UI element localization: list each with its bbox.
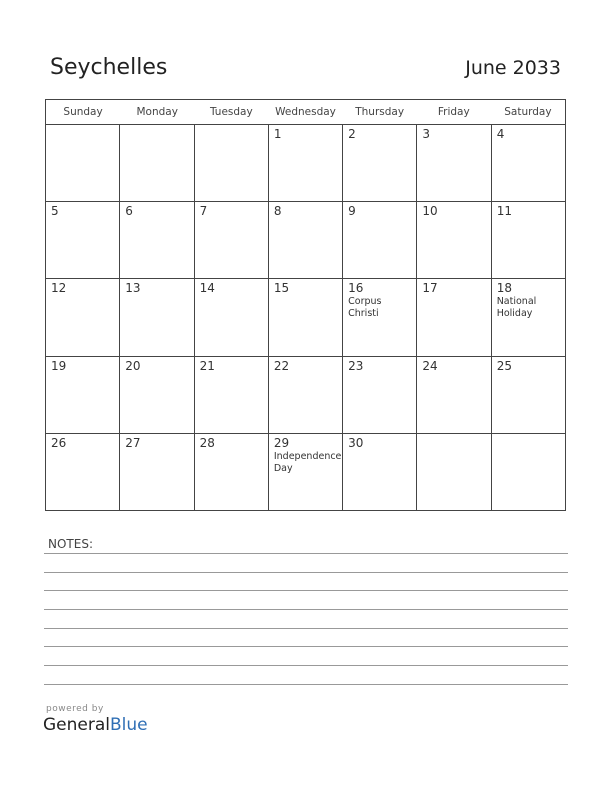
powered-by-text: powered by [46, 704, 104, 714]
day-number: 1 [273, 127, 282, 141]
dow-thursday: Thursday [355, 106, 405, 118]
day-number: 3 [422, 127, 431, 141]
notes-label: NOTES: [48, 537, 93, 551]
day-number: 11 [496, 204, 512, 219]
day-number: 28 [199, 435, 215, 450]
day-number: 20 [125, 358, 141, 373]
day-cell [194, 202, 268, 278]
day-number: 30 [348, 435, 364, 450]
days-of-week-header [46, 100, 565, 125]
day-cell [416, 202, 490, 278]
day-number: 6 [125, 204, 133, 219]
day-cell [46, 125, 119, 201]
day-cell [119, 434, 193, 510]
day-number: 15 [273, 281, 290, 296]
month-year-title: June 2033 [465, 57, 561, 79]
day-cell [119, 202, 193, 278]
day-cell [268, 279, 342, 355]
day-cell [268, 202, 342, 278]
notes-line [44, 684, 568, 685]
day-number: 16 [348, 281, 364, 296]
day-cell [268, 434, 342, 510]
dow-monday: Monday [136, 106, 178, 118]
dow-saturday: Saturday [504, 106, 552, 118]
day-number: 17 [422, 281, 438, 296]
day-number: 26 [51, 435, 67, 450]
notes-line [44, 590, 568, 591]
week-row [46, 433, 565, 510]
dow-wednesday: Wednesday [275, 106, 336, 118]
dow-friday: Friday [437, 106, 470, 118]
day-number: 9 [348, 204, 356, 219]
day-number: 13 [125, 281, 141, 296]
holiday-label: National Holiday [496, 296, 537, 320]
day-number: 19 [51, 358, 67, 373]
day-cell [194, 279, 268, 355]
country-title: Seychelles [50, 55, 168, 80]
day-number: 7 [199, 204, 208, 219]
brand-general-text: General [43, 715, 110, 735]
day-cell [194, 357, 268, 433]
day-cell [342, 202, 416, 278]
day-cell [119, 357, 193, 433]
day-cell [268, 357, 342, 433]
day-cell [491, 279, 565, 355]
day-number: 12 [51, 281, 67, 296]
day-cell [342, 279, 416, 355]
day-cell [46, 279, 119, 355]
day-cell [491, 434, 565, 510]
day-number: 21 [199, 358, 215, 373]
day-number: 18 [496, 281, 512, 296]
week-row [46, 201, 565, 278]
day-cell [46, 202, 119, 278]
dow-sunday: Sunday [63, 106, 103, 118]
brand-blue-text: Blue [110, 715, 148, 735]
day-cell [119, 279, 193, 355]
dow-tuesday: Tuesday [209, 106, 253, 118]
day-number: 23 [348, 358, 364, 373]
day-cell [194, 125, 268, 201]
day-cell [46, 357, 119, 433]
day-cell [491, 357, 565, 433]
notes-line [44, 609, 568, 610]
holiday-label: Independence Day [273, 450, 342, 474]
day-number: 10 [422, 204, 438, 219]
notes-line [44, 572, 568, 573]
day-cell [416, 279, 490, 355]
day-number: 5 [51, 204, 59, 219]
day-cell [491, 202, 565, 278]
day-cell [416, 434, 490, 510]
day-cell [46, 434, 119, 510]
day-cell [119, 125, 193, 201]
week-row [46, 278, 565, 355]
notes-line [44, 553, 568, 554]
day-number: 8 [273, 204, 282, 219]
notes-line [44, 665, 568, 666]
day-number: 14 [199, 281, 215, 296]
day-cell [416, 357, 490, 433]
day-number: 27 [125, 435, 141, 450]
day-cell [342, 357, 416, 433]
brand-name [43, 715, 148, 735]
week-row [46, 356, 565, 433]
generalblue-logo [43, 704, 148, 735]
day-cell [416, 125, 490, 201]
calendar-weeks [46, 125, 565, 510]
notes-line [44, 646, 568, 647]
day-number: 2 [348, 127, 356, 141]
day-cell [268, 125, 342, 201]
calendar-grid [45, 99, 566, 511]
day-cell [491, 125, 565, 201]
day-cell [342, 125, 416, 201]
day-cell [342, 434, 416, 510]
day-cell [194, 434, 268, 510]
day-number: 22 [273, 358, 290, 373]
day-number: 29 [273, 435, 290, 450]
holiday-label: Corpus Christi [348, 296, 382, 320]
day-number: 24 [422, 358, 438, 373]
week-row [46, 125, 565, 201]
day-number: 4 [496, 127, 505, 141]
day-number: 25 [496, 358, 512, 373]
notes-line [44, 628, 568, 629]
